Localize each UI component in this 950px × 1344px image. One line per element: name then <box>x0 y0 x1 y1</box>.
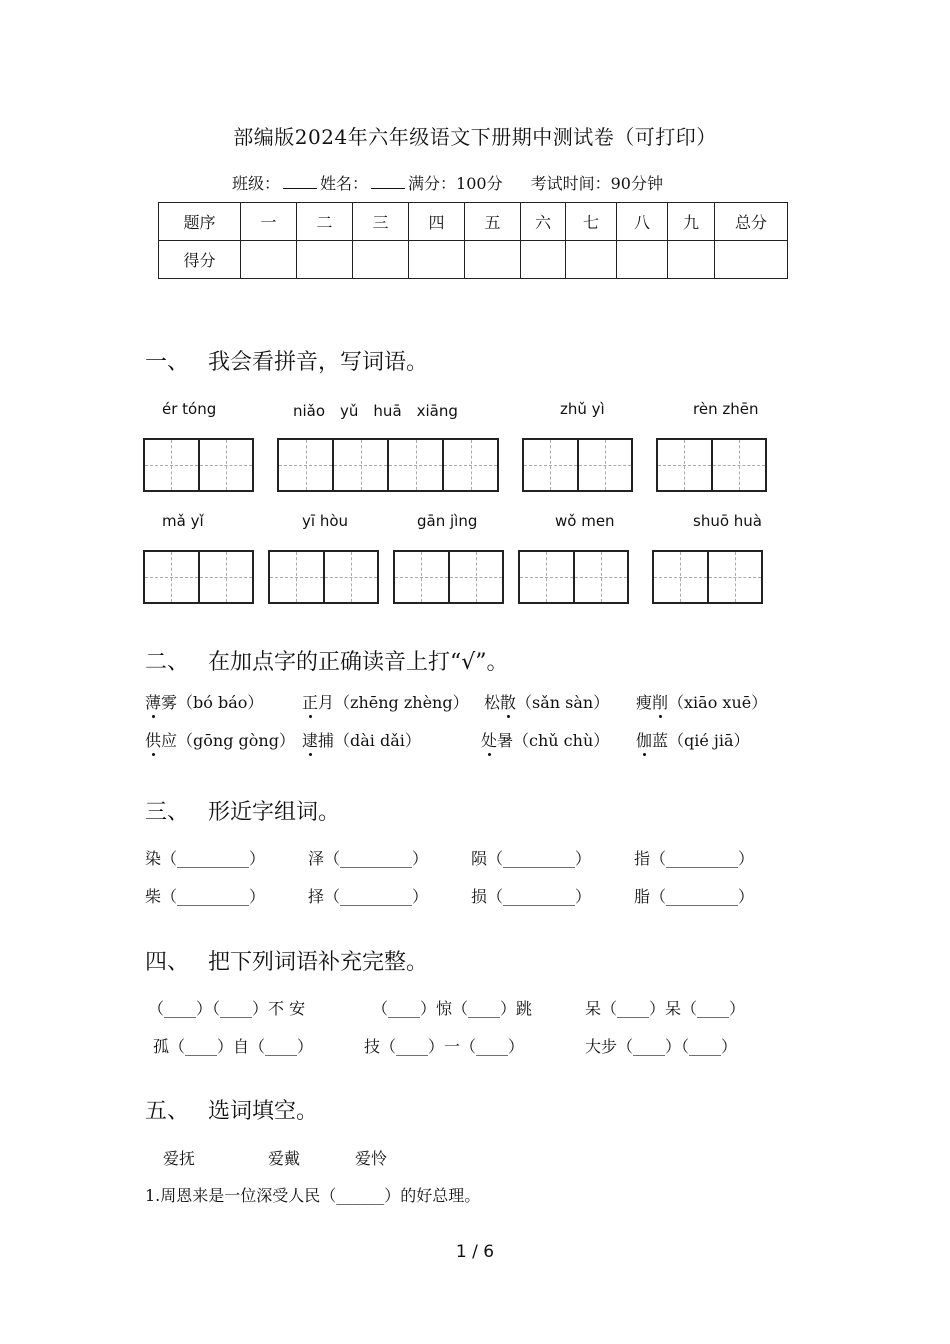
pinyin-label: zhǔ yì <box>560 400 605 418</box>
idiom-blank[interactable]: （____）惊（____）跳 <box>372 999 533 1018</box>
dotted-char: 薄 <box>145 693 162 712</box>
score-cell: 二 <box>297 203 353 241</box>
pinyin-label: niǎo yǔ huā xiāng <box>293 402 458 420</box>
class-label: 班级： <box>232 174 281 193</box>
word-blank[interactable]: 染（_________） <box>145 849 266 868</box>
section4-title: 把下列词语补充完整。 <box>208 950 429 975</box>
name-label: 姓名： <box>320 174 369 193</box>
section3-title: 形近字组词。 <box>208 800 341 825</box>
pronunciation-item[interactable] <box>302 690 469 713</box>
writing-grid[interactable] <box>393 550 504 604</box>
item-text: 松 <box>484 693 501 712</box>
idiom-blank[interactable]: 呆（____）呆（____） <box>585 999 746 1018</box>
dotted-char: 伽 <box>636 731 653 750</box>
writing-grid[interactable] <box>652 550 763 604</box>
score-cell: 三 <box>353 203 409 241</box>
dotted-char: 处 <box>481 731 498 750</box>
pronunciation-item[interactable] <box>145 728 295 751</box>
section4-number: 四、 <box>145 950 190 975</box>
item-text: 月（zhēng zhèng） <box>318 693 469 712</box>
item-text: 瘦 <box>636 693 653 712</box>
section4-heading <box>145 945 428 976</box>
pronunciation-item[interactable] <box>481 728 609 751</box>
score-input-cell[interactable] <box>668 241 715 279</box>
score-input-cell[interactable] <box>521 241 566 279</box>
full-score: 满分：100分 <box>408 174 503 193</box>
score-cell: 七 <box>566 203 617 241</box>
class-blank[interactable] <box>283 172 317 189</box>
item-text: 应（gōng gòng） <box>161 731 295 750</box>
word-option: 爱怜 <box>355 1149 388 1168</box>
score-input-cell[interactable] <box>715 241 788 279</box>
pinyin-label: wǒ men <box>555 512 615 530</box>
section5-number: 五、 <box>145 1099 190 1124</box>
pinyin-label: rèn zhēn <box>693 400 759 418</box>
idiom-blank[interactable]: （____）（____）不 安 <box>148 999 306 1018</box>
word-blank[interactable]: 指（_________） <box>634 849 755 868</box>
section2-title: 在加点字的正确读音上打“√”。 <box>208 650 509 675</box>
word-blank[interactable]: 脂（_________） <box>634 887 755 906</box>
score-cell: 六 <box>521 203 566 241</box>
score-cell: 一 <box>241 203 297 241</box>
idiom-blank[interactable]: 孤（____）自（____） <box>153 1037 314 1056</box>
item-text: 捕（dài dǎi） <box>318 731 421 750</box>
section5-heading <box>145 1094 318 1125</box>
section1-number: 一、 <box>145 350 190 375</box>
writing-grid[interactable] <box>656 438 767 492</box>
word-blank[interactable]: 泽（_________） <box>308 849 429 868</box>
dotted-char: 散 <box>500 693 517 712</box>
writing-grid[interactable] <box>143 550 254 604</box>
score-cell: 八 <box>617 203 668 241</box>
exam-time: 考试时间：90分钟 <box>530 174 663 193</box>
score-cell: 四 <box>409 203 465 241</box>
pinyin-label: mǎ yǐ <box>162 512 204 530</box>
pinyin-label: ér tóng <box>162 400 217 418</box>
score-row-label: 得分 <box>159 241 241 279</box>
section2-number: 二、 <box>145 650 190 675</box>
score-input-cell[interactable] <box>409 241 465 279</box>
dotted-char: 削 <box>652 693 669 712</box>
pronunciation-item[interactable] <box>636 690 767 713</box>
score-cell: 总分 <box>715 203 788 241</box>
fill-question[interactable]: 1.周恩来是一位深受人民（______）的好总理。 <box>145 1186 481 1205</box>
pronunciation-item[interactable] <box>145 690 263 713</box>
pinyin-label: gān jìng <box>417 512 478 530</box>
score-table-header-row <box>159 203 788 241</box>
score-input-cell[interactable] <box>241 241 297 279</box>
pinyin-label: yī hòu <box>302 512 349 530</box>
name-blank[interactable] <box>371 172 405 189</box>
pronunciation-item[interactable] <box>302 728 421 751</box>
pronunciation-item[interactable] <box>636 728 750 751</box>
writing-grid[interactable] <box>518 550 629 604</box>
page-title: 部编版2024年六年级语文下册期中测试卷（可打印） <box>233 125 717 149</box>
idiom-blank[interactable]: 技（____）一（____） <box>364 1037 525 1056</box>
score-input-cell[interactable] <box>353 241 409 279</box>
dotted-char: 正 <box>302 693 319 712</box>
item-text: 暑（chǔ chù） <box>497 731 610 750</box>
item-text: 蓝（qié jiā） <box>652 731 750 750</box>
word-blank[interactable]: 择（_________） <box>308 887 429 906</box>
section2-heading <box>145 645 509 676</box>
item-text: 雾（bó báo） <box>161 693 264 712</box>
page-number: 1 / 6 <box>455 1242 495 1262</box>
section3-number: 三、 <box>145 800 190 825</box>
idiom-blank[interactable]: 大步（____）（____） <box>585 1037 738 1056</box>
section1-title: 我会看拼音，写词语。 <box>208 350 429 375</box>
score-cell: 五 <box>465 203 521 241</box>
item-text: （xiāo xuē） <box>668 693 768 712</box>
score-table-score-row <box>159 241 788 279</box>
word-option: 爱戴 <box>268 1149 301 1168</box>
score-input-cell[interactable] <box>465 241 521 279</box>
score-input-cell[interactable] <box>617 241 668 279</box>
writing-grid[interactable] <box>522 438 633 492</box>
section1-heading <box>145 345 428 376</box>
word-blank[interactable]: 柴（_________） <box>145 887 266 906</box>
word-option: 爱抚 <box>163 1149 196 1168</box>
score-cell: 题序 <box>159 203 241 241</box>
dotted-char: 逮 <box>302 731 319 750</box>
score-cell: 九 <box>668 203 715 241</box>
exam-info <box>232 171 663 194</box>
word-blank[interactable]: 陨（_________） <box>471 849 592 868</box>
writing-grid[interactable] <box>268 550 379 604</box>
pronunciation-item[interactable] <box>484 690 609 713</box>
score-table <box>158 202 788 279</box>
pinyin-label: shuō huà <box>693 512 762 530</box>
item-text: （sǎn sàn） <box>516 693 610 712</box>
section5-title: 选词填空。 <box>208 1099 319 1124</box>
word-blank[interactable]: 损（_________） <box>471 887 592 906</box>
writing-grid[interactable] <box>143 438 254 492</box>
score-input-cell[interactable] <box>566 241 617 279</box>
dotted-char: 供 <box>145 731 162 750</box>
section3-heading <box>145 795 340 826</box>
score-input-cell[interactable] <box>297 241 353 279</box>
writing-grid[interactable] <box>277 438 499 492</box>
